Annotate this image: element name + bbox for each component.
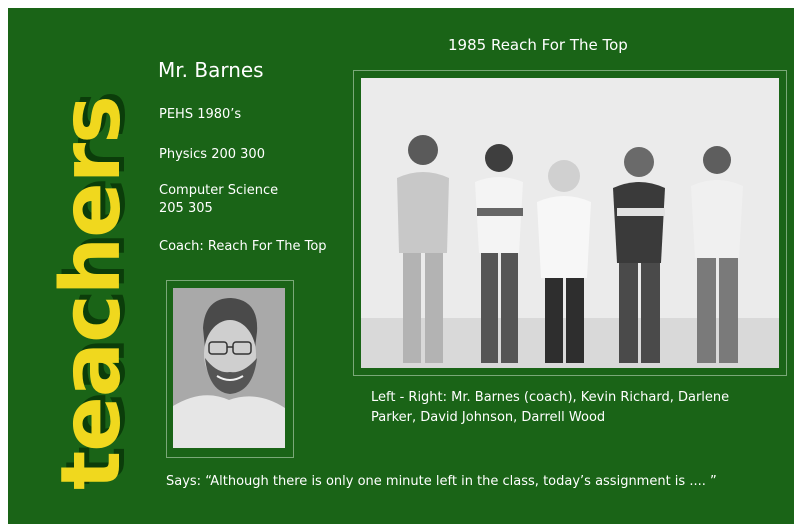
group-photo <box>361 78 779 368</box>
vertical-title: teachers <box>44 96 139 490</box>
teacher-coach-role: Coach: Reach For The Top <box>159 239 327 254</box>
teacher-subject-cs-title: Computer Science <box>159 183 279 198</box>
group-photo-caption <box>371 388 771 428</box>
teacher-quote: Says: “Although there is only one minute left in the class, today’s assignment is .... ” <box>166 474 717 489</box>
teacher-subject-physics: Physics 200 300 <box>159 147 265 162</box>
yearbook-page <box>8 8 794 524</box>
caption-line-1: Left - Right: Mr. Barnes (coach), Kevin Richard, Darlene <box>371 390 730 405</box>
caption-line-2: Parker, David Johnson, Darrell Wood <box>371 410 606 425</box>
portrait-illustration <box>173 288 285 448</box>
portrait-frame <box>166 280 294 458</box>
group-photo-illustration <box>361 78 779 368</box>
group-photo-title: 1985 Reach For The Top <box>448 36 628 54</box>
vertical-title-container <box>44 50 139 490</box>
group-photo-frame <box>353 70 787 376</box>
teacher-name: Mr. Barnes <box>158 58 264 82</box>
teacher-portrait-photo <box>173 288 285 448</box>
teacher-subject-cs-courses: 205 305 <box>159 201 213 216</box>
teacher-era: PEHS 1980’s <box>159 107 242 122</box>
